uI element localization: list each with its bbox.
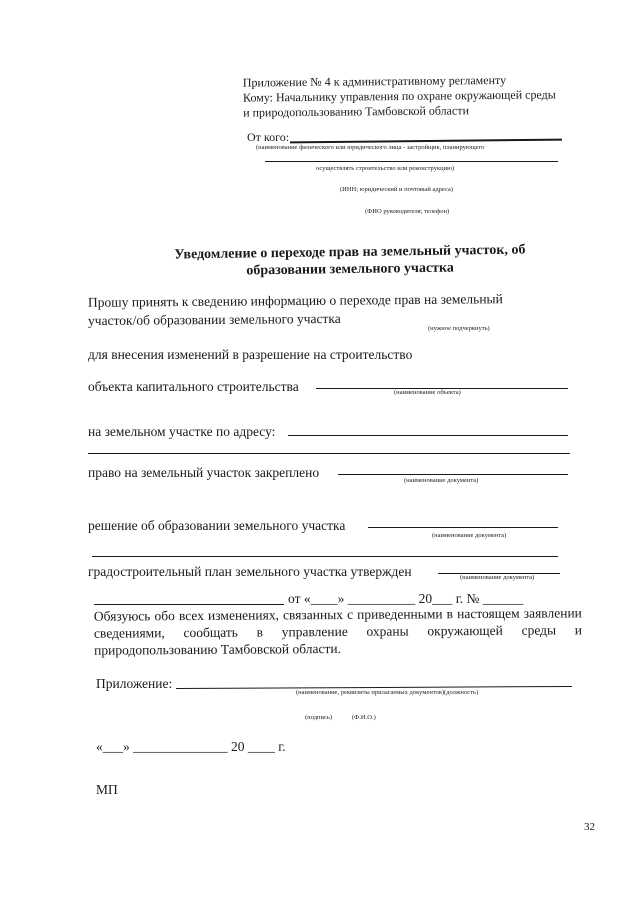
attachment-label: Приложение: — [96, 676, 173, 691]
underline-hint: (нужное подчеркнуть) — [428, 325, 490, 332]
header-line-2: Кому: Начальнику управления по охране окружающей среды — [242, 87, 556, 105]
date-line: «___» ______________ 20 ____ г. — [96, 739, 286, 754]
address-label: на земельном участке по адресу: — [88, 424, 276, 439]
decision-line — [368, 527, 558, 528]
stamp-label: МП — [96, 782, 118, 797]
address-line-2 — [88, 453, 570, 454]
purpose-text: для внесения изменений в разрешение на строительство — [88, 347, 413, 362]
plan-hint: (наименование документа) — [460, 574, 535, 581]
name-hint: (Ф.И.О.) — [352, 714, 376, 721]
request-line-2: участок/об образовании земельного участка — [87, 310, 341, 329]
signature-hint: (подпись) — [305, 714, 332, 721]
plan-line-2 — [94, 604, 284, 605]
from-hint-2: осуществлять строительство или реконструкцию) — [316, 165, 455, 172]
from-hint-4: (ФИО руководителя; телефон) — [365, 208, 450, 215]
plan-label: градостроительный план земельного участка утвержден — [88, 564, 412, 579]
decision-label: решение об образовании земельного участка — [88, 518, 346, 533]
address-line — [288, 435, 568, 436]
title-line-2: образовании земельного участка — [246, 260, 454, 279]
from-line — [290, 139, 562, 144]
from-label: От кого: — [247, 130, 290, 144]
right-line — [338, 474, 568, 475]
attachment-hint: (наименование, реквизиты прилагаемых документов)(должность) — [296, 689, 479, 696]
decision-line-2 — [92, 556, 558, 557]
header-line-1: Приложение № 4 к административному регламенту — [242, 72, 507, 90]
right-label: право на земельный участок закреплено — [88, 465, 320, 480]
decision-hint: (наименование документа) — [432, 532, 507, 539]
title-line-1: Уведомление о переходе прав на земельный участок, об — [174, 242, 526, 263]
right-hint: (наименование документа) — [404, 477, 479, 484]
request-line-1: Прошу принять к сведению информацию о переходе прав на земельный — [87, 291, 503, 310]
document-title — [150, 241, 550, 281]
page-number: 32 — [584, 821, 595, 833]
object-hint: (наименование объекта) — [394, 389, 461, 396]
from-hint-1: (наименование физического или юридического лица - застройщик, планирующего — [256, 144, 485, 151]
header-block — [243, 72, 556, 120]
object-label: объекта капитального строительства — [88, 379, 299, 394]
from-hint-3: (ИНН; юридический и почтовый адреса) — [340, 186, 453, 193]
date-from-line: от «____» __________ 20___ г. № ______ — [288, 591, 524, 606]
from-line-2 — [265, 161, 558, 162]
header-line-3: и природопользованию Тамбовской области — [243, 103, 470, 120]
obligation-text: Обязуюсь обо всех изменениях, связанных с приведенными в настоящем заявлении сведениями, сообщать в управление охраны окружающей среды и природопользованию Тамбовской области. — [93, 605, 583, 658]
